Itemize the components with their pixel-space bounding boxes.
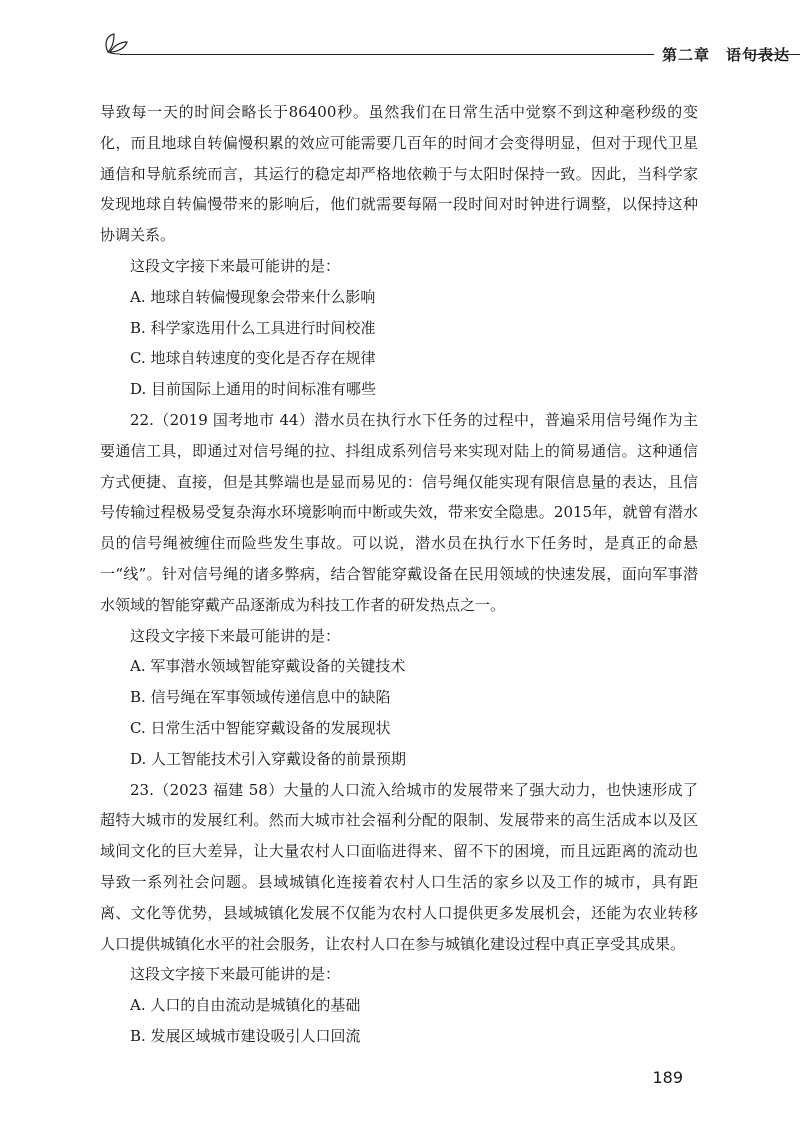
q23-option-a: A. 人口的自由流动是城镇化的基础 bbox=[130, 996, 361, 1015]
q21-prompt: 这段文字接下来最可能讲的是： bbox=[130, 256, 341, 275]
q22-option-c: C. 日常生活中智能穿戴设备的发展现状 bbox=[130, 718, 391, 737]
page-number: 189 bbox=[652, 1068, 683, 1087]
chapter-title: 第二章 语句表达 bbox=[662, 46, 791, 64]
running-header bbox=[100, 30, 800, 70]
q23-option-b: B. 发展区域城市建设吸引人口回流 bbox=[130, 1026, 361, 1045]
q21-option-c: C. 地球自转速度的变化是否存在规律 bbox=[130, 349, 376, 368]
q22-option-a: A. 军事潜水领域智能穿戴设备的关键技术 bbox=[130, 657, 406, 676]
q22-passage: 22.（2019 国考地市 44）潜水员在执行水下任务的过程中，普遍采用信号绳作为主要通信工具，即通过对信号绳的拉、抖组成系列信号来实现对陆上的简易通信。这种通信方式便捷、直接，但是其弊端也是显而易见的：信号绳仅能实现有限信息量的表达，且信号传输过程极易受复杂海水环境影响而中断或失效，带来安全隐患。2015年，就曾有潜水员的信号绳被缠住而险些发生事故。可以说，潜水员在执行水下任务时，是真正的命悬一“线”。针对信号绳的诸多弊病，结合智能穿戴设备在民用领域的快速发展，面向军事潜水领域的智能穿戴产品逐渐成为科技工作者的研发热点之一。 bbox=[100, 410, 698, 614]
q22-option-b: B. 信号绳在军事领域传递信息中的缺陷 bbox=[130, 688, 391, 707]
q21-passage-tail: 导致每一天的时间会略长于86400秒。虽然我们在日常生活中觉察不到这种毫秒级的变化，而且地球自转偏慢积累的效应可能需要几百年的时间才会变得明显，但对于现代卫星通信和导航系统而言，其运行的稳定却严格地依赖于与太阳时保持一致。因此，当科学家发现地球自转偏慢带来的影响后，他们就需要每隔一段时间对时钟进行调整，以保持这种协调关系。 bbox=[100, 103, 698, 245]
q23-prompt: 这段文字接下来最可能讲的是： bbox=[130, 965, 341, 984]
q22-option-d: D. 人工智能技术引入穿戴设备的前景预期 bbox=[130, 749, 407, 768]
page-body bbox=[100, 97, 698, 1052]
header-rule-right bbox=[748, 54, 800, 55]
q22-prompt: 这段文字接下来最可能讲的是： bbox=[130, 626, 341, 645]
q21-option-b: B. 科学家选用什么工具进行时间校准 bbox=[130, 318, 376, 337]
q21-option-d: D. 目前国际上通用的时间标准有哪些 bbox=[130, 380, 377, 399]
q23-passage: 23.（2023 福建 58）大量的人口流入给城市的发展带来了强大动力，也快速形成了超特大城市的发展红利。然而大城市社会福利分配的限制、发展带来的高生活成本以及区域间文化的巨大差异，让大量农村人口面临进得来、留不下的困境，而且远距离的流动也导致一系列社会问题。县域城镇化连接着农村人口生活的家乡以及工作的城市，具有距离、文化等优势，县域城镇化发展不仅能为农村人口提供更多发展机会，还能为农业转移人口提供城镇化水平的社会服务，让农村人口在参与城镇化建设过程中真正享受其成果。 bbox=[100, 780, 698, 953]
q21-option-a: A. 地球自转偏慢现象会带来什么影响 bbox=[130, 287, 376, 306]
header-rule-left bbox=[120, 54, 654, 55]
